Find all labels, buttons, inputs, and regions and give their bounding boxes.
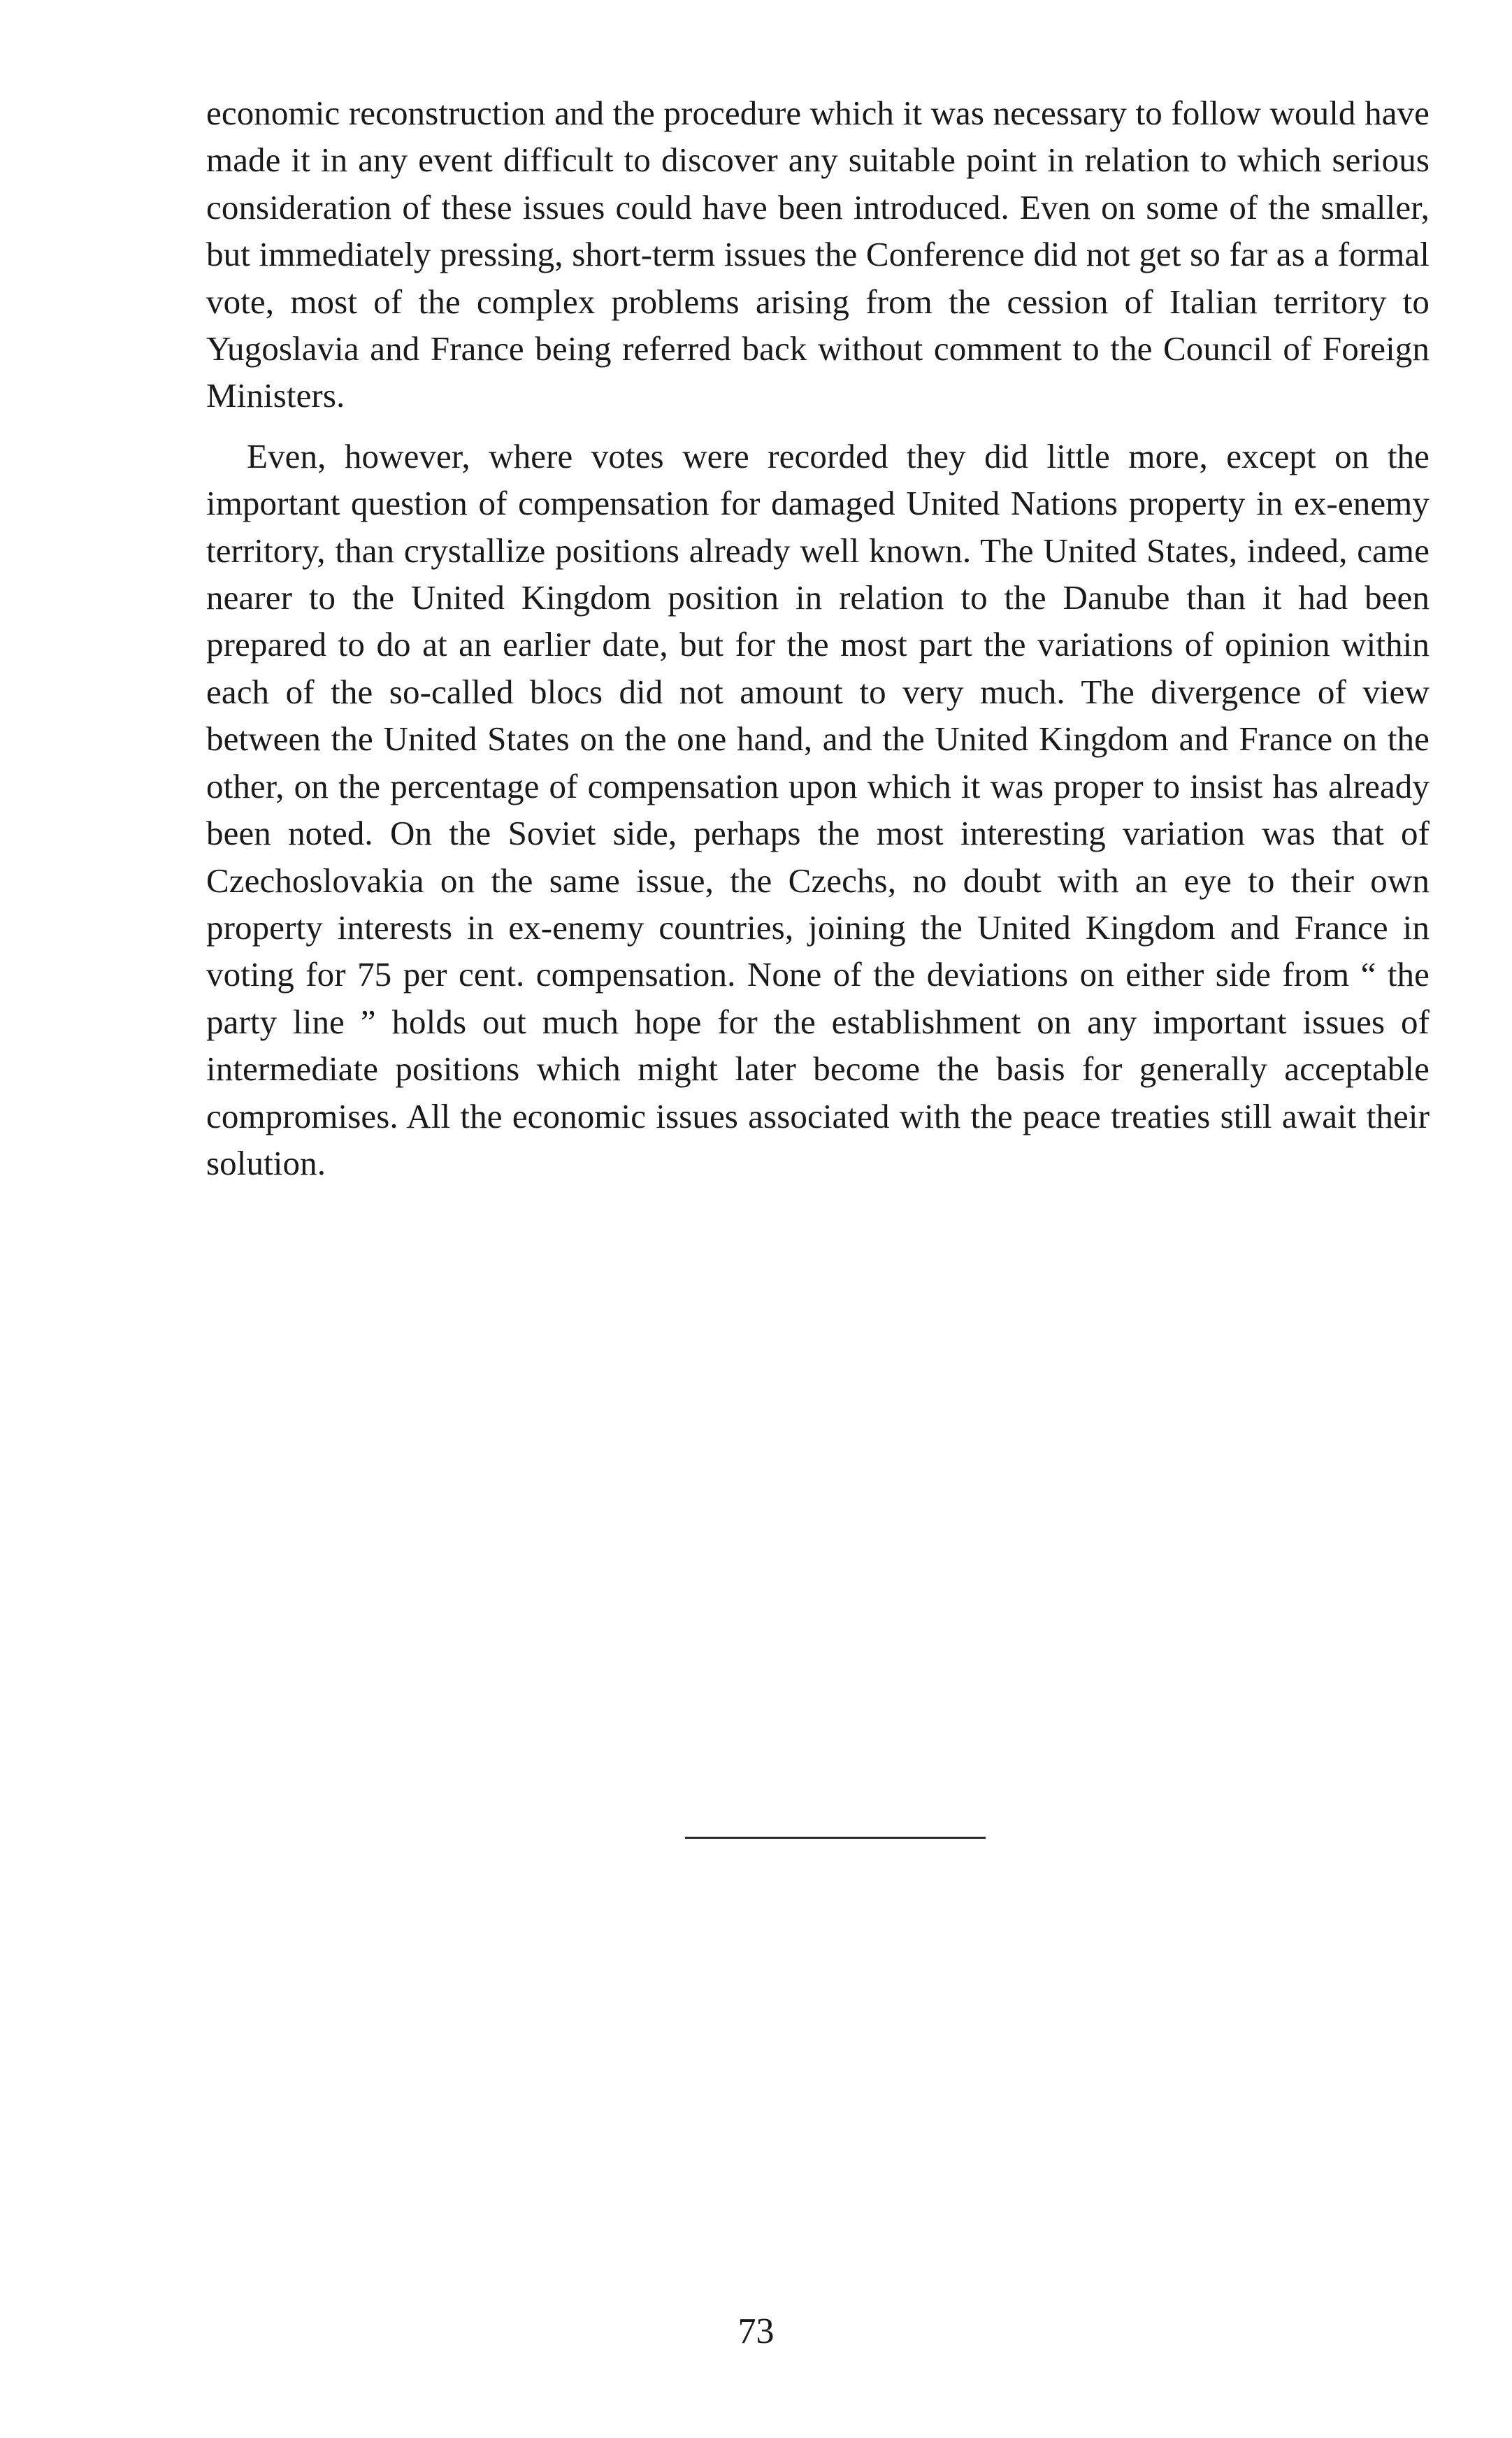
body-text: [206, 89, 1430, 1186]
paragraph-votes-recorded: Even, however, where votes were recorded they did little more, except on the important question of compensation for damaged United Nations property in ex-enemy territory, than crystallize positions already well known. The United States, indeed, came nearer to the United Kingdom position in relation to the Danube than it had been prepared to do at an earlier date, but for the most part the variations of opinion within each of the so-called blocs did not amount to very much. The divergence of view between the United States on the one hand, and the United Kingdom and France on the other, on the percentage of compensation upon which it was proper to insist has already been noted. On the Soviet side, perhaps the most interesting variation was that of Czechoslovakia on the same issue, the Czechs, no doubt with an eye to their own property interests in ex-enemy countries, joining the United Kingdom and France in voting for 75 per cent. compensation. None of the deviations on either side from “ the party line ” holds out much hope for the establishment on any important issues of intermediate positions which might later become the basis for generally acceptable compromises. All the economic issues associated with the peace treaties still await their solution.: [206, 436, 1430, 1182]
page-number: 73: [737, 2311, 775, 2351]
paragraph-economic-reconstruction: economic reconstruction and the procedure which it was necessary to follow would have made it in any event difficult to discover any suitable point in relation to which serious consideration of these issues could have been introduced. Even on some of the smaller, but immediately pressing, short-term issues the Conference did not get so far as a formal vote, most of the complex problems arising from the cession of Italian territory to Yugoslavia and France being referred back without comment to the Council of Foreign Ministers.: [206, 94, 1430, 415]
section-divider-rule: [685, 1837, 986, 1839]
